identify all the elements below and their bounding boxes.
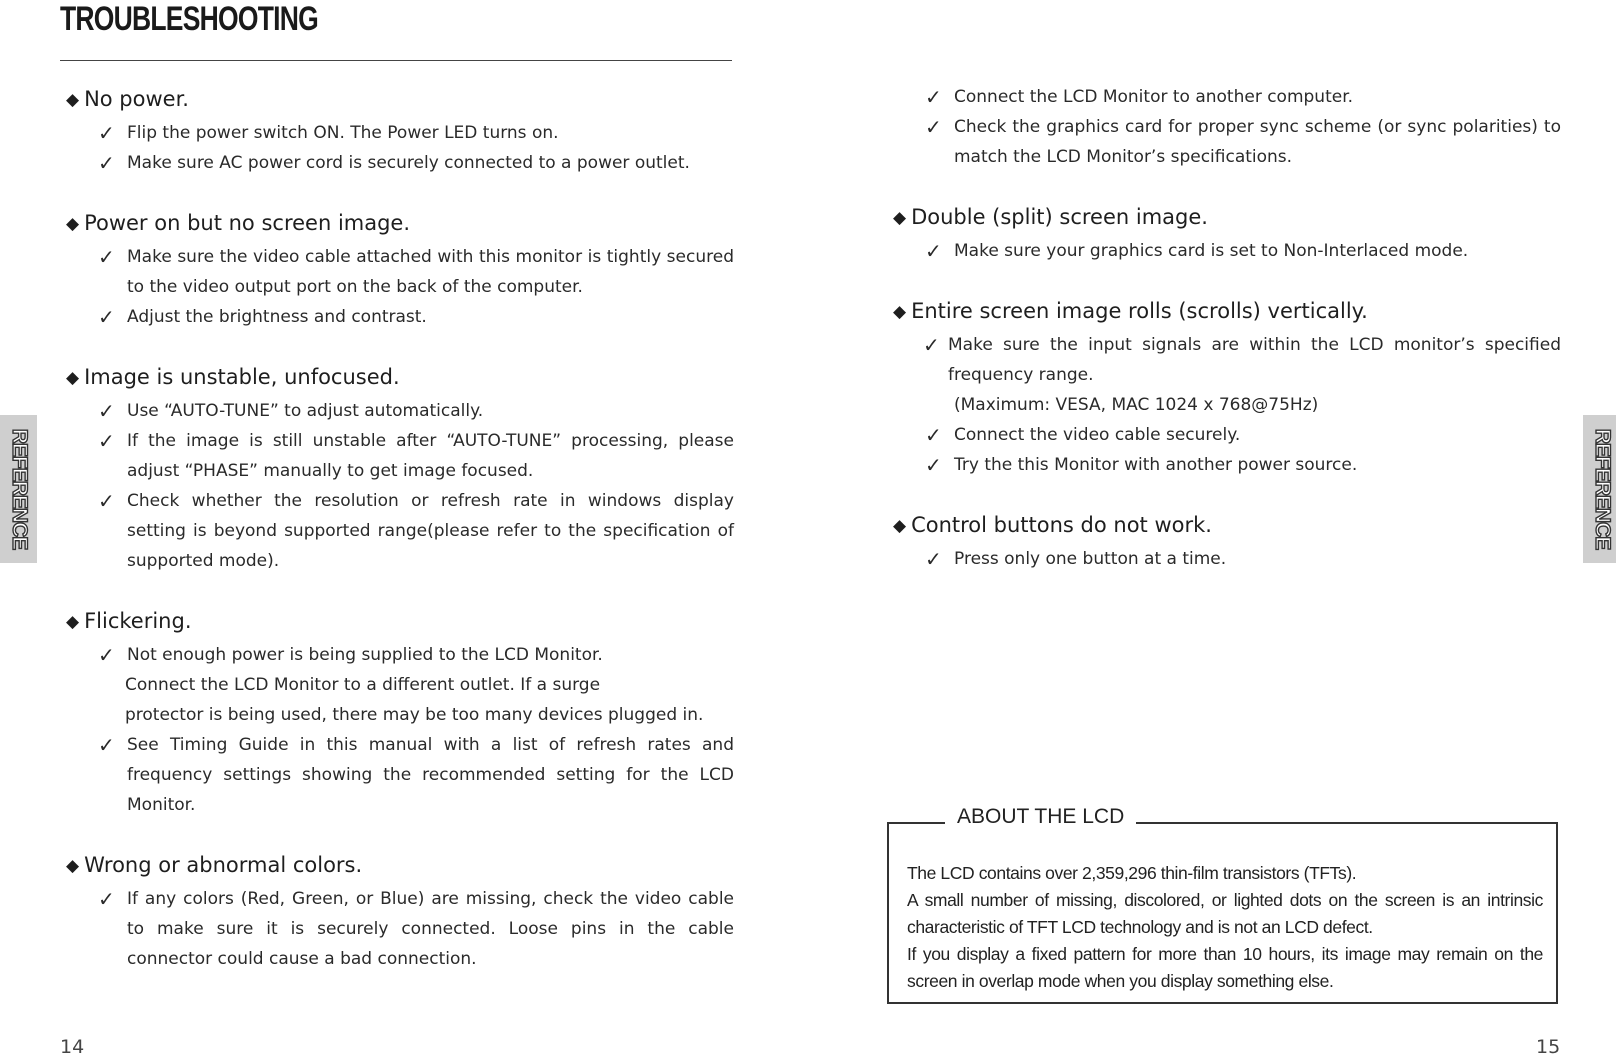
about-lcd-box [887,805,1558,1004]
diamond-bullet-icon: ◆ [66,90,80,110]
section-heading: ◆ Image is unstable, unfocused. [66,365,400,389]
section-heading: ◆ Control buttons do not work. [893,513,1212,537]
check-icon: ✓ [98,151,115,175]
diamond-bullet-icon: ◆ [893,302,907,322]
left-column [66,82,734,1002]
section-control-buttons [893,508,1561,574]
section-flickering [66,604,734,820]
check-item: ✓ Flip the power switch ON. The Power LED turns on. [66,118,734,148]
section-no-power [66,82,734,178]
diamond-bullet-icon: ◆ [66,612,80,632]
about-lcd-title: ABOUT THE LCD [945,805,1136,829]
check-item: ✓ Adjust the brightness and contrast. [66,302,734,332]
check-item: ✓ Connect the LCD Monitor to another computer. [893,82,1561,112]
check-icon: ✓ [925,453,942,477]
section-heading: ◆ Double (split) screen image. [893,205,1208,229]
section-heading: ◆ Wrong or abnormal colors. [66,853,363,877]
about-paragraph: If you display a fixed pattern for more than 10 hours, its image may remain on the screen in overlap mode when you display something else. [907,944,1543,991]
diamond-bullet-icon: ◆ [893,516,907,536]
check-icon: ✓ [925,239,942,263]
check-icon: ✓ [98,733,115,757]
check-icon: ✓ [98,305,115,329]
check-item: ✓ Connect the video cable securely. [893,420,1561,450]
section-screen-rolls [893,294,1561,480]
check-icon: ✓ [98,245,115,269]
continuation-line: protector is being used, there may be too many devices plugged in. [125,705,704,725]
section-no-screen-image [66,206,734,332]
page-number-left: 14 [60,1036,85,1058]
check-item: ✓ Check the graphics card for proper sync scheme (or sync polarities) to match the LCD Monitor’s specifications. [893,112,1561,172]
diamond-bullet-icon: ◆ [66,856,80,876]
continuation-line: Connect the LCD Monitor to a different outlet. If a surge [125,675,601,695]
check-item: ✓ Make sure AC power cord is securely connected to a power outlet. [66,148,734,178]
title-divider [60,60,732,61]
section-heading: ◆ Flickering. [66,609,192,633]
about-lcd-body [907,860,1543,995]
check-item: ✓ Make sure the video cable attached with this monitor is tightly secured to the video output port on the back of the computer. [66,242,734,302]
page-number-right: 15 [1536,1036,1561,1058]
check-item: ✓ Press only one button at a time. [893,544,1561,574]
check-item: ✓ See Timing Guide in this manual with a list of refresh rates and frequency settings showing the recommended setting for the LCD Monitor. [66,730,734,820]
about-paragraph: The LCD contains over 2,359,296 thin-film transistors (TFTs). [907,863,1357,883]
diamond-bullet-icon: ◆ [66,368,80,388]
check-icon: ✓ [925,547,942,571]
section-wrong-colors [66,848,734,974]
check-item: ✓ Make sure your graphics card is set to Non-Interlaced mode. [893,236,1561,266]
section-continued [893,82,1561,172]
side-tab-right [1583,415,1616,563]
check-icon: ✓ [98,429,115,453]
check-icon: ✓ [923,333,940,357]
section-unstable-image [66,360,734,576]
check-icon: ✓ [925,115,942,139]
page-title: TROUBLESHOOTING [60,0,318,38]
check-icon: ✓ [925,423,942,447]
side-tab-label: REFERENCE [1590,428,1614,550]
section-heading: ◆ Power on but no screen image. [66,211,411,235]
section-heading: ◆ No power. [66,87,189,111]
check-icon: ✓ [925,85,942,109]
check-item: ✓ Try the this Monitor with another power source. [893,450,1561,480]
check-icon: ✓ [98,489,115,513]
diamond-bullet-icon: ◆ [893,208,907,228]
section-split-screen [893,200,1561,266]
check-icon: ✓ [98,121,115,145]
about-paragraph: A small number of missing, discolored, or lighted dots on the screen is an intrinsic characteristic of TFT LCD technology and is not an LCD defect. [907,890,1543,937]
check-item: ✓ Check whether the resolution or refresh rate in windows display setting is beyond supported range(please refer to the specification of supported mode). [66,486,734,576]
check-icon: ✓ [98,887,115,911]
check-icon: ✓ [98,643,115,667]
check-icon: ✓ [98,399,115,423]
check-item: ✓ Not enough power is being supplied to the LCD Monitor. [66,640,734,670]
check-item: ✓ Make sure the input signals are within the LCD monitor’s specified frequency range. [893,330,1561,390]
side-tab-left [0,415,37,563]
right-column [893,82,1561,602]
check-item: ✓ If the image is still unstable after “AUTO-TUNE” processing, please adjust “PHASE” manually to get image focused. [66,426,734,486]
side-tab-label: REFERENCE [7,428,31,550]
check-item: ✓ If any colors (Red, Green, or Blue) are missing, check the video cable to make sure it is securely connected. Loose pins in the cable connector could cause a bad connection. [66,884,734,974]
check-item: ✓ Use “AUTO-TUNE” to adjust automatically. [66,396,734,426]
section-heading: ◆ Entire screen image rolls (scrolls) vertically. [893,299,1368,323]
diamond-bullet-icon: ◆ [66,214,80,234]
frequency-note: (Maximum: VESA, MAC 1024 x 768@75Hz) [954,395,1319,415]
